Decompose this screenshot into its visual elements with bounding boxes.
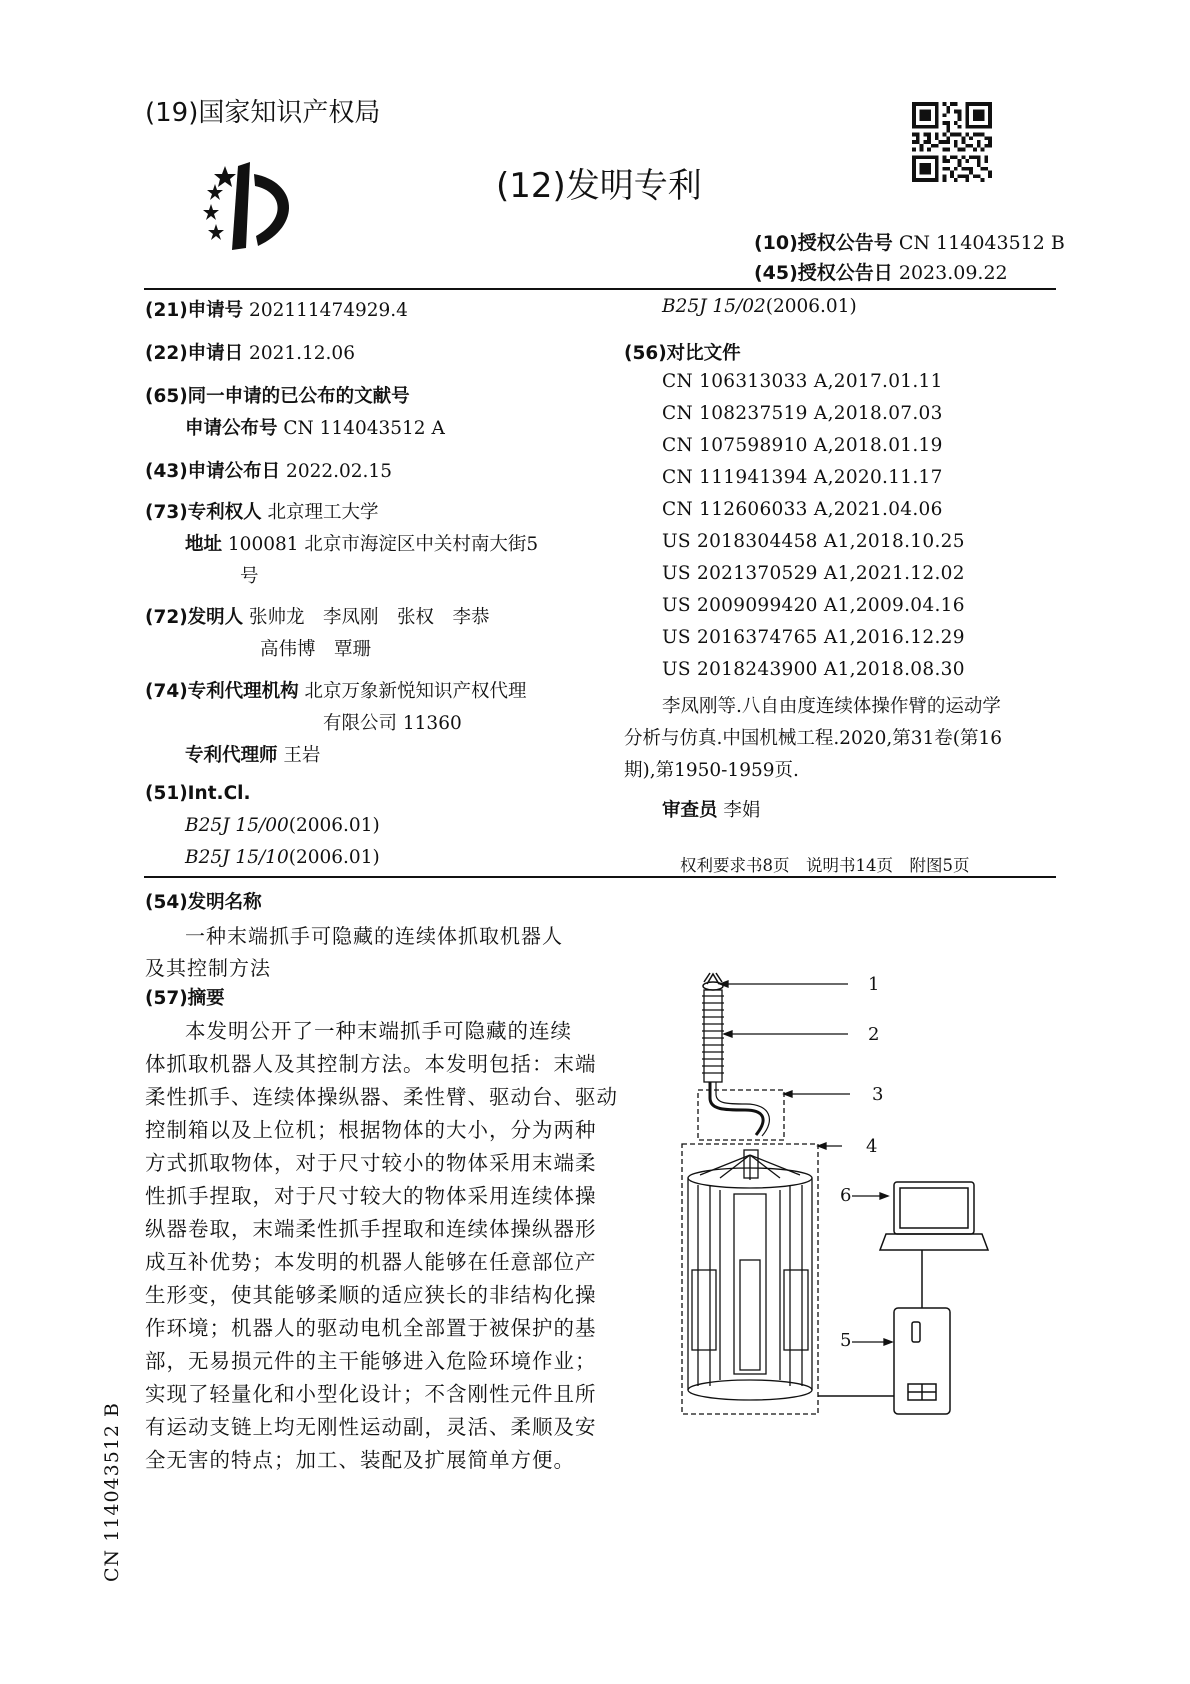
intcl-label bbox=[145, 783, 251, 804]
agency-label: (74)专利代理机构 bbox=[145, 681, 299, 702]
abstract-line: 实现了轻量化和小型化设计；不含刚性元件且所 bbox=[145, 1382, 597, 1406]
page-counts: 权利要求书8页 说明书14页 附图5页 bbox=[680, 856, 970, 875]
gripper-icon bbox=[703, 973, 723, 990]
title-label bbox=[145, 888, 262, 914]
app-pub-no: CN 114043512 A bbox=[283, 418, 445, 439]
app-pub-date-row bbox=[145, 457, 392, 483]
refs-label-text: (56)对比文件 bbox=[624, 343, 741, 364]
assignee: 北京理工大学 bbox=[267, 502, 379, 523]
abstract-line: 控制箱以及上位机；根据物体的大小，分为两种 bbox=[145, 1118, 597, 1142]
agent: 王岩 bbox=[283, 745, 321, 766]
agency-row bbox=[145, 677, 527, 703]
examiner-row bbox=[662, 796, 760, 822]
address-line2: 号 bbox=[240, 566, 259, 587]
pub-date-label: (45)授权公告日 bbox=[754, 262, 893, 284]
pub-number-label: (10)授权公告号 bbox=[754, 232, 893, 254]
leader-lines bbox=[720, 981, 892, 1345]
app-date-label: (22)申请日 bbox=[145, 343, 244, 364]
ipc-row-2 bbox=[185, 847, 380, 868]
address-label: 地址 bbox=[185, 534, 223, 555]
abstract-line: 有运动支链上均无刚性运动副，灵活、柔顺及安 bbox=[145, 1415, 597, 1439]
citation: CN 108237519 A,2018.07.03 bbox=[662, 403, 943, 424]
header-divider bbox=[144, 288, 1056, 290]
citation: US 2018243900 A1,2018.08.30 bbox=[662, 659, 965, 680]
abstract-line: 本发明公开了一种末端抓手可隐藏的连续 bbox=[185, 1019, 572, 1043]
ipc-code: B25J 15/00 bbox=[185, 815, 289, 836]
abstract-label-text: (57)摘要 bbox=[145, 988, 225, 1009]
abstract-line: 纵器卷取，末端柔性抓手捏取和连续体操纵器形 bbox=[145, 1217, 597, 1241]
abstract-line: 性抓手捏取，对于尺寸较大的物体采用连续体操 bbox=[145, 1184, 597, 1208]
title-line1: 一种末端抓手可隐藏的连续体抓取机器人 bbox=[185, 924, 563, 948]
office-name: (19)国家知识产权局 bbox=[145, 98, 381, 128]
inventors-line2: 高伟博 覃珊 bbox=[260, 639, 372, 660]
agency-line1: 北京万象新悦知识产权代理 bbox=[304, 681, 527, 702]
examiner: 李娟 bbox=[723, 800, 761, 821]
pub-number: CN 114043512 B bbox=[898, 232, 1065, 254]
abstract-line: 作环境；机器人的驱动电机全部置于被保护的基 bbox=[145, 1316, 597, 1340]
citation: CN 107598910 A,2018.01.19 bbox=[662, 435, 943, 456]
literature-line3: 期),第1950-1959页. bbox=[624, 760, 799, 781]
app-no: 202111474929.4 bbox=[249, 300, 408, 321]
abstract-line: 柔性抓手、连续体操纵器、柔性臂、驱动台、驱动 bbox=[145, 1085, 618, 1109]
citation: CN 111941394 A,2020.11.17 bbox=[662, 467, 943, 488]
citation: US 2009099420 A1,2009.04.16 bbox=[662, 595, 965, 616]
bib-divider bbox=[144, 876, 1056, 878]
literature-line1: 李凤刚等.八自由度连续体操作臂的运动学 bbox=[662, 696, 1001, 717]
continuum-manipulator-icon bbox=[702, 990, 724, 1082]
citation: US 2018304458 A1,2018.10.25 bbox=[662, 531, 965, 552]
same-app-text: (65)同一申请的已公布的文献号 bbox=[145, 386, 410, 407]
address-row bbox=[185, 530, 538, 556]
app-pub-date-label: (43)申请公布日 bbox=[145, 461, 281, 482]
figure-label-4: 4 bbox=[866, 1136, 878, 1157]
title-line2: 及其控制方法 bbox=[145, 956, 271, 980]
agent-row bbox=[185, 741, 320, 767]
assignee-row bbox=[145, 498, 379, 524]
pub-date: 2023.09.22 bbox=[898, 262, 1008, 284]
abstract-label bbox=[145, 984, 225, 1010]
figure-label-6: 6 bbox=[840, 1185, 852, 1206]
figure-label-3: 3 bbox=[872, 1084, 884, 1105]
cnipa-logo-icon bbox=[198, 160, 308, 252]
app-no-label: (21)申请号 bbox=[145, 300, 244, 321]
abstract-line: 全无害的特点；加工、装配及扩展简单方便。 bbox=[145, 1448, 575, 1472]
figure-label-1: 1 bbox=[868, 974, 880, 995]
literature-line2: 分析与仿真.中国机械工程.2020,第31卷(第16 bbox=[624, 728, 1003, 749]
figure-label-5: 5 bbox=[840, 1330, 852, 1351]
agency-line2: 有限公司 11360 bbox=[323, 713, 462, 734]
ipc-row-3 bbox=[662, 296, 857, 317]
abstract-line: 生形变，使其能够柔顺的适应狭长的非结构化操 bbox=[145, 1283, 597, 1307]
abstract-line: 部，无易损元件的主干能够进入危险环境作业； bbox=[145, 1349, 597, 1373]
same-app-label bbox=[145, 382, 410, 408]
qr-code-icon[interactable] bbox=[912, 102, 992, 182]
title-label-text: (54)发明名称 bbox=[145, 892, 262, 913]
citation: US 2021370529 A1,2021.12.02 bbox=[662, 563, 965, 584]
ipc-row-1 bbox=[185, 815, 380, 836]
address-line1: 100081 北京市海淀区中关村南大街5 bbox=[227, 534, 539, 555]
ipc-version: (2006.01) bbox=[288, 815, 380, 836]
app-pub-no-row bbox=[185, 414, 445, 440]
ipc-version: (2006.01) bbox=[288, 847, 380, 868]
citation: US 2016374765 A1,2016.12.29 bbox=[662, 627, 965, 648]
app-pub-date: 2022.02.15 bbox=[286, 461, 392, 482]
intcl-text: (51)Int.Cl. bbox=[145, 783, 251, 804]
abstract-line: 方式抓取物体，对于尺寸较小的物体采用末端柔 bbox=[145, 1151, 597, 1175]
assignee-label: (73)专利权人 bbox=[145, 502, 262, 523]
app-date-row bbox=[145, 339, 355, 365]
figure-label-2: 2 bbox=[868, 1024, 880, 1045]
inventors-label: (72)发明人 bbox=[145, 607, 244, 628]
control-box-icon bbox=[894, 1308, 950, 1414]
agent-label: 专利代理师 bbox=[185, 745, 278, 766]
laptop-icon bbox=[880, 1182, 988, 1250]
citation: CN 112606033 A,2021.04.06 bbox=[662, 499, 943, 520]
app-no-row bbox=[145, 296, 408, 322]
abstract-line: 体抓取机器人及其控制方法。本发明包括：末端 bbox=[145, 1052, 597, 1076]
examiner-label: 审查员 bbox=[662, 800, 718, 821]
drive-platform-icon bbox=[688, 1150, 812, 1400]
app-date: 2021.12.06 bbox=[249, 343, 355, 364]
citation: CN 106313033 A,2017.01.11 bbox=[662, 371, 943, 392]
ipc-code: B25J 15/10 bbox=[185, 847, 289, 868]
abstract-line: 成互补优势；本发明的机器人能够在任意部位产 bbox=[145, 1250, 597, 1274]
ipc-version: (2006.01) bbox=[765, 296, 857, 317]
side-document-number: CN 114043512 B bbox=[101, 1402, 123, 1582]
inventors-row bbox=[145, 603, 490, 629]
pub-date-row bbox=[754, 258, 1008, 285]
refs-label bbox=[624, 339, 741, 365]
pub-number-row bbox=[754, 228, 1065, 255]
ipc-code: B25J 15/02 bbox=[662, 296, 766, 317]
app-pub-no-label: 申请公布号 bbox=[185, 418, 278, 439]
inventors-line1: 张帅龙 李凤刚 张权 李恭 bbox=[249, 607, 490, 628]
document-type: (12)发明专利 bbox=[496, 166, 702, 206]
